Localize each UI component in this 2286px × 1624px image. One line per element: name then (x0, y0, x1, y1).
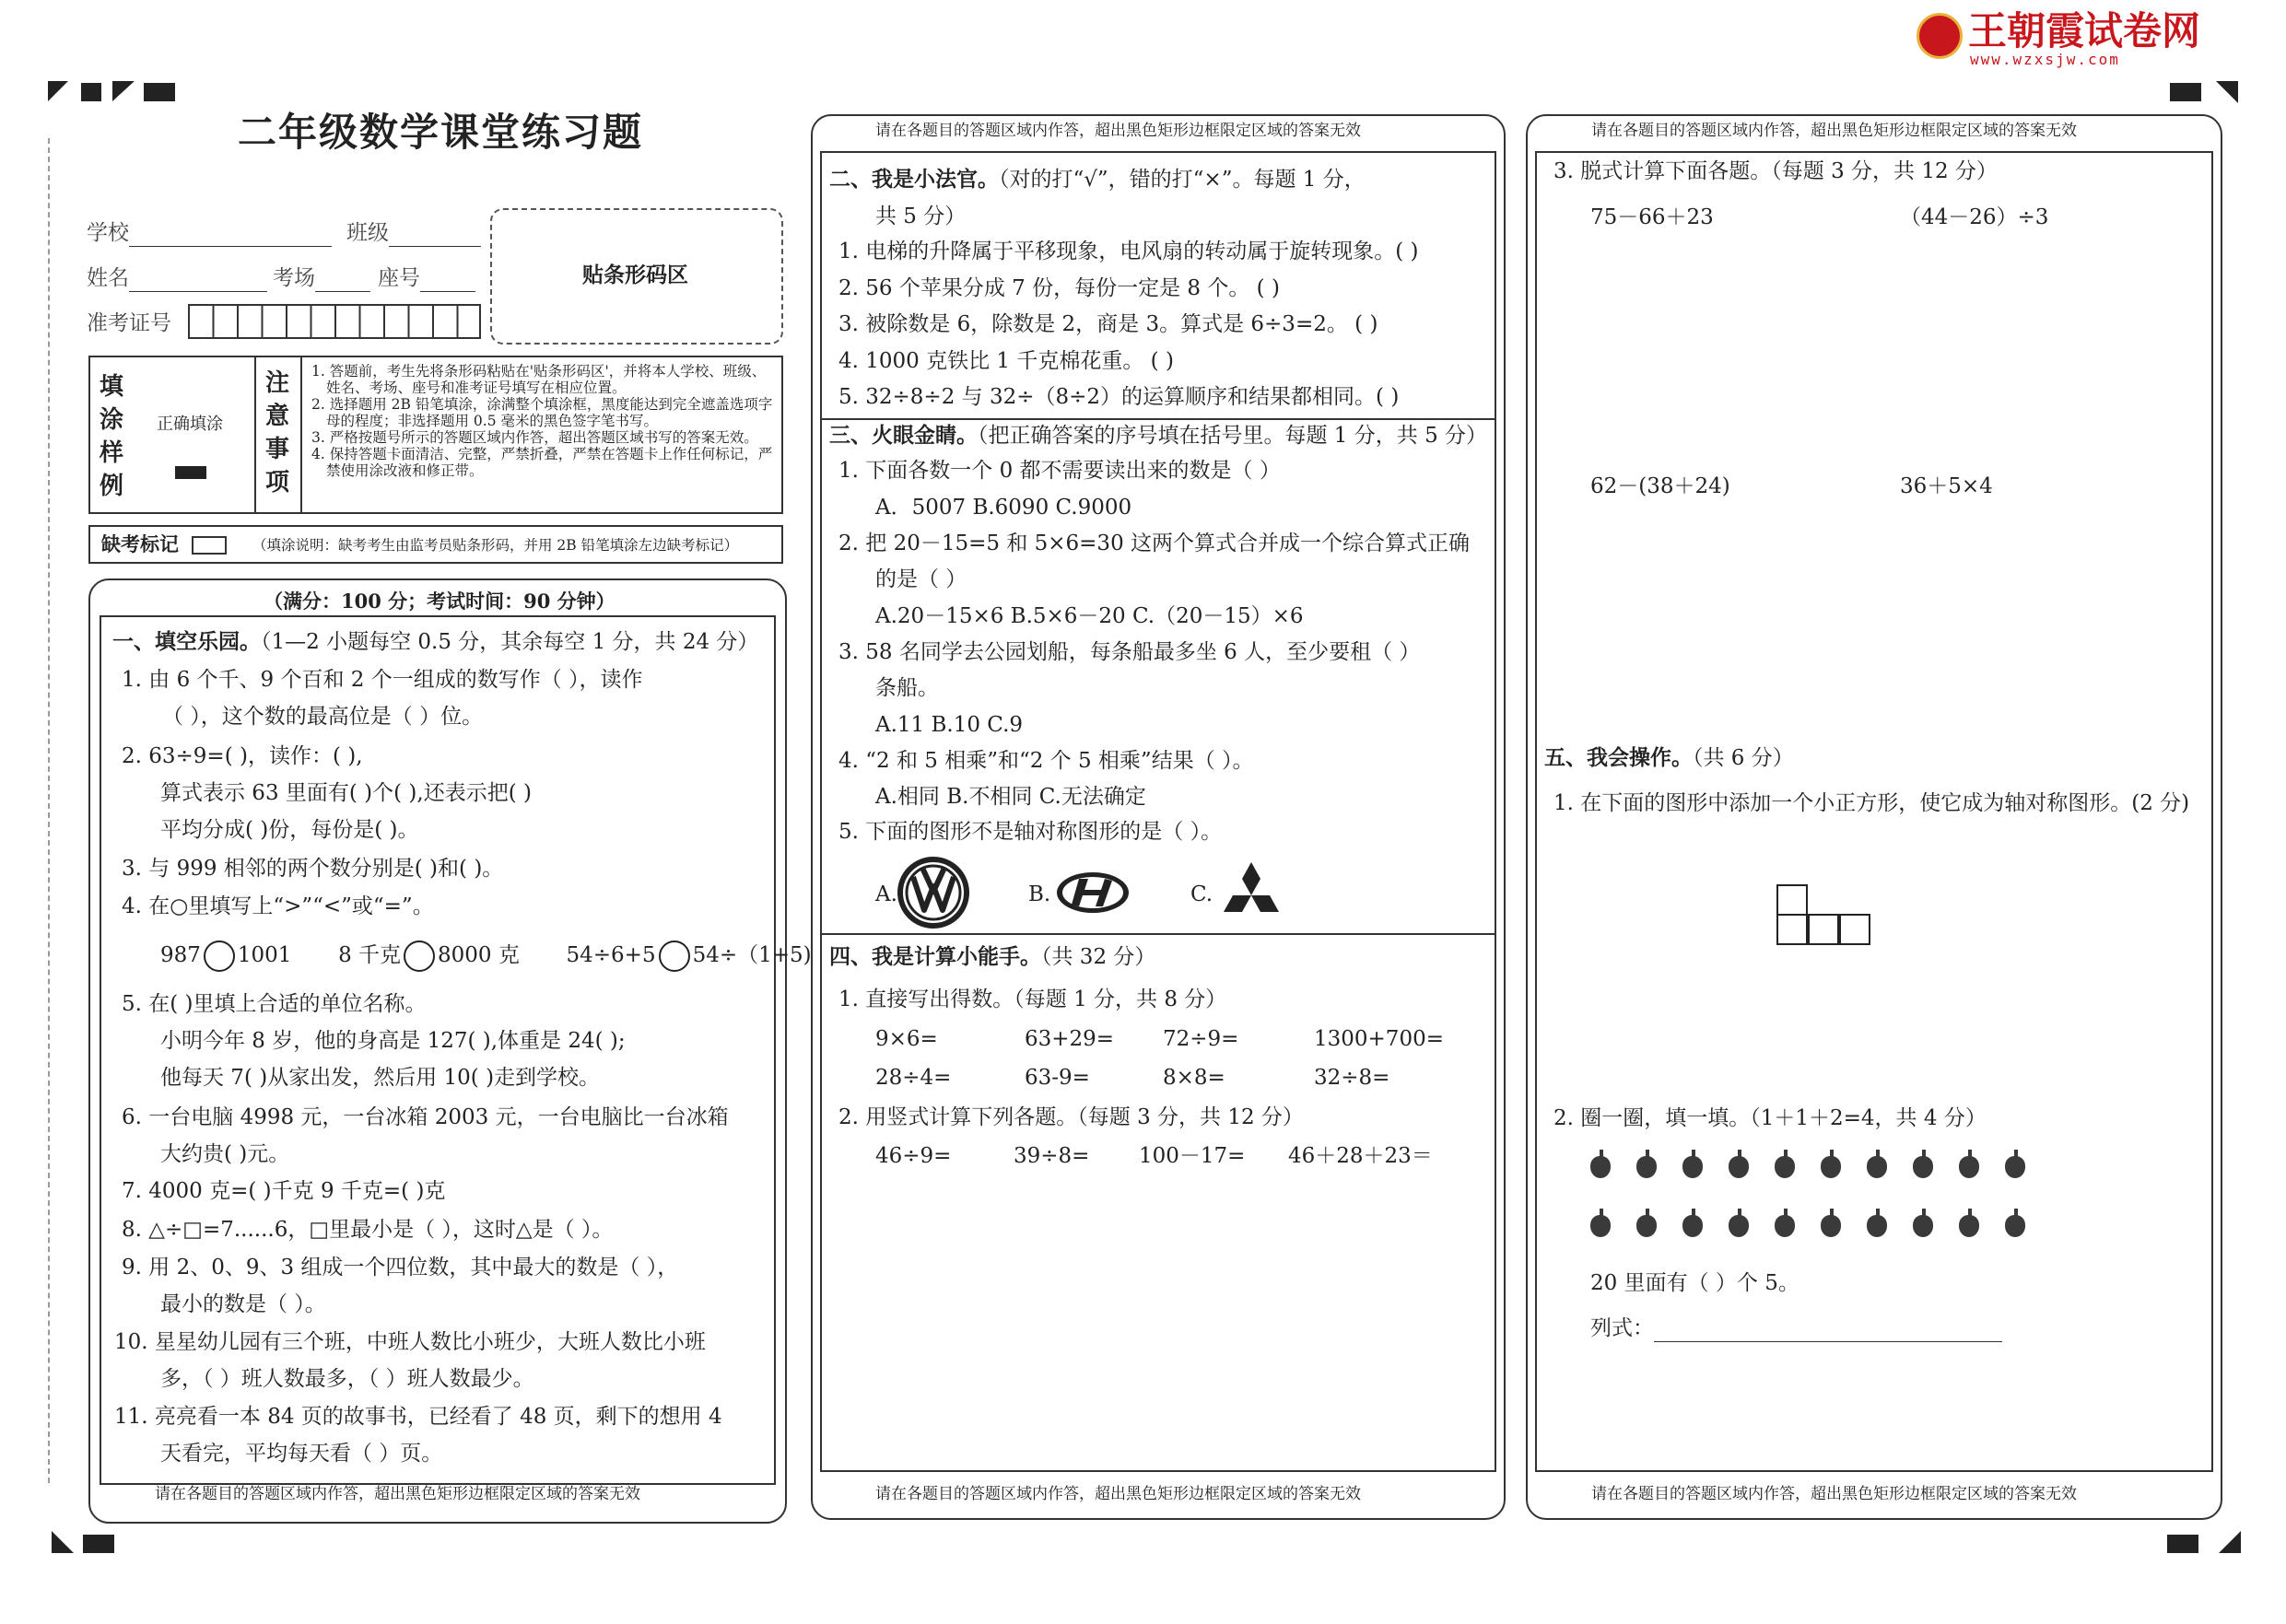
notes-list (311, 363, 778, 479)
calc-item: 9×6= (875, 1027, 938, 1051)
exam-id-label: 准考证号 (87, 311, 171, 335)
apple-icon (1729, 1156, 1749, 1178)
calc-item: 8×8= (1163, 1066, 1225, 1090)
apple-icon (2005, 1156, 2025, 1178)
apple-grid (1590, 1156, 2051, 1248)
apple-icon (1867, 1215, 1887, 1237)
section1-desc: （1—2 小题每空 0.5 分，其余每空 1 分，共 24 分） (261, 630, 759, 654)
s1-line: 多，（ ）班人数最多，（ ）班人数最少。 (160, 1367, 534, 1391)
section5-title: 五、我会操作。 (1544, 745, 1693, 770)
section4-heading (829, 943, 1155, 971)
section4-title: 四、我是计算小能手。 (829, 944, 1041, 969)
section4-desc: （共 32 分） (1041, 945, 1156, 969)
s1-line: 9. 用 2、0、9、3 组成一个四位数，其中最大的数是（ ）， (122, 1256, 679, 1279)
s3-line: 3. 58 名同学去公园划船，每条船最多坐 6 人，至少要租（ ） (838, 640, 1421, 664)
apple-icon (1775, 1215, 1795, 1237)
corner-marker-top-left (48, 81, 177, 103)
compare-circle[interactable] (659, 941, 690, 972)
calc-item: 32÷8= (1314, 1066, 1390, 1090)
barcode-label: 贴条形码区 (582, 263, 688, 287)
apple-icon (1867, 1156, 1887, 1178)
s3-line: 5. 下面的图形不是轴对称图形的是（ ）。 (838, 820, 1223, 844)
calc-item: 100－17= (1139, 1144, 1246, 1168)
s1-line: 2. 63÷9=( )，读作：( ), (122, 744, 363, 768)
expr-item: （44－26）÷3 (1900, 205, 2049, 229)
expr-item: 62－(38＋24) (1590, 474, 1730, 498)
expr-item: 36＋5×4 (1900, 474, 1993, 498)
s1-line: 平均分成( )份，每份是( )。 (160, 818, 419, 842)
section5-heading (1544, 744, 1794, 772)
fill-sample-title: 填涂样例 (100, 373, 124, 500)
s1-line: 3. 与 999 相邻的两个数分别是( )和( )。 (122, 857, 504, 881)
apple-icon (1913, 1215, 1933, 1237)
apple-icon (1682, 1215, 1703, 1237)
corner-marker-bottom-left (52, 1531, 125, 1555)
s1-line: 6. 一台电脑 4998 元，一台冰箱 2003 元，一台电脑比一台冰箱 (122, 1105, 729, 1129)
name-label: 姓名 (87, 266, 129, 290)
panel-notice: 请在各题目的答题区域内作答，超出黑色矩形边框限定区域的答案无效 (875, 122, 1361, 140)
room-label: 考场 (273, 266, 315, 290)
note-item: 4. 保持答题卡面清洁、完整，严禁折叠，严禁在答题卡上作任何标记，严禁使用涂改液和修正带。 (311, 446, 773, 479)
name-field[interactable] (129, 267, 267, 292)
compare-right: 54÷（1+5) (692, 943, 812, 967)
judge-item: 4. 1000 克铁比 1 千克棉花重。 ( ) (838, 349, 1174, 373)
s5-q2: 2. 圈一圈，填一填。（1＋1＋2=4，共 4 分） (1553, 1106, 1987, 1130)
formula-label: 列式： (1590, 1316, 1654, 1340)
judge-item: 2. 56 个苹果分成 7 份，每份一定是 8 个。 ( ) (838, 276, 1280, 300)
section2-title: 二、我是小法官。 (829, 167, 999, 192)
calc-item: 63-9= (1025, 1066, 1090, 1090)
section3-desc: （把正确答案的序号填在括号里。每题 1 分，共 5 分） (978, 424, 1488, 448)
note-item: 1. 答题前，考生先将条形码粘贴在'贴条形码区'，并将本人学校、班级、姓名、考场、座号和准考证号填写在相应位置。 (311, 363, 767, 396)
section1-heading (112, 628, 758, 656)
panel-notice: 请在各题目的答题区域内作答，超出黑色矩形边框限定区域的答案无效 (875, 1485, 1361, 1503)
apple-icon (1821, 1215, 1841, 1237)
school-label: 学校 (87, 221, 129, 245)
s1-line: 4. 在○里填写上“>”“<”或“=”。 (122, 894, 434, 918)
apple-icon (1913, 1156, 1933, 1178)
logo-option-c: C. (1190, 882, 1213, 906)
s1-line: 5. 在( )里填上合适的单位名称。 (122, 992, 427, 1016)
apple-icon (1636, 1156, 1657, 1178)
instructions-box (88, 356, 783, 514)
s3-line: 1. 下面各数一个 0 都不需要读出来的数是（ ） (838, 459, 1281, 483)
fill-correct-label: 正确填涂 (157, 415, 223, 434)
apple-icon (1636, 1215, 1657, 1237)
logo-option-b: B. (1028, 882, 1051, 906)
s3-options: A.相同 B.不相同 C.无法确定 (875, 785, 1146, 809)
panel-notice: 请在各题目的答题区域内作答，超出黑色矩形边框限定区域的答案无效 (1591, 1485, 2077, 1503)
barcode-area (490, 208, 783, 345)
note-item: 3. 严格按题号所示的答题区域内作答，超出答题区域书写的答案无效。 (311, 429, 758, 446)
apple-icon (1821, 1156, 1841, 1178)
compare-right: 1001 (237, 943, 292, 967)
score-line: （满分：100 分；考试时间：90 分钟） (264, 590, 615, 613)
judge-item: 1. 电梯的升降属于平移现象，电风扇的转动属于旋转现象。( ) (838, 240, 1419, 263)
calc-item: 1300+700= (1314, 1027, 1444, 1051)
s3-line: 的是（ ） (875, 567, 967, 591)
compare-left: 987 (160, 943, 201, 967)
panel-notice: 请在各题目的答题区域内作答，超出黑色矩形边框限定区域的答案无效 (1591, 122, 2077, 140)
s1-line: 最小的数是（ ）。 (160, 1292, 326, 1316)
hyundai-logo-icon (1054, 870, 1131, 916)
calc-item: 46÷9= (875, 1144, 952, 1168)
s1-line: 7. 4000 克=( )千克 9 千克=( )克 (122, 1179, 446, 1203)
absent-checkbox[interactable] (192, 536, 227, 555)
brand-seal-icon (1917, 13, 1963, 59)
vw-logo-icon (897, 857, 969, 929)
apple-icon (1775, 1156, 1795, 1178)
s5-fill: 20 里面有（ ）个 5。 (1590, 1271, 1799, 1295)
s1-line: 8. △÷□=7......6，□里最小是（ ），这时△是（ ）。 (122, 1218, 614, 1242)
s4-sub3: 3. 脱式计算下面各题。（每题 3 分，共 12 分） (1553, 159, 1998, 183)
s4-sub2: 2. 用竖式计算下列各题。（每题 3 分，共 12 分） (838, 1105, 1304, 1129)
s1-line: 1. 由 6 个千、9 个百和 2 个一组成的数写作（ ），读作 (122, 668, 643, 692)
section2-desc-cont: 共 5 分） (875, 204, 967, 228)
seat-field[interactable] (420, 267, 475, 292)
note-item: 2. 选择题用 2B 铅笔填涂，涂满整个填涂框，黑度能达到完全遮盖选项字母的程度；非选择题用 0.5 毫米的黑色签字笔书写。 (311, 396, 773, 429)
section2-heading (829, 166, 1366, 193)
compare-circle[interactable] (404, 941, 435, 972)
judge-item: 5. 32÷8÷2 与 32÷（8÷2）的运算顺序和结果都相同。( ) (838, 385, 1400, 409)
s3-line: 4. “2 和 5 相乘”和“2 个 5 相乘”结果（ ）。 (838, 749, 1254, 773)
brand-logo (1917, 9, 2211, 68)
calc-item: 39÷8= (1014, 1144, 1090, 1168)
s1-line: 天看完，平均每天看（ ）页。 (160, 1442, 443, 1466)
s3-line: 条船。 (875, 676, 939, 700)
section1-title: 一、填空乐园。 (112, 629, 261, 654)
compare-right: 8000 克 (438, 943, 520, 967)
mitsubishi-logo-icon (1216, 860, 1286, 929)
corner-marker-bottom-right (2167, 1531, 2246, 1555)
expr-item: 75－66＋23 (1590, 205, 1714, 229)
s1-line: 10. 星星幼儿园有三个班，中班人数比小班少，大班人数比小班 (114, 1330, 706, 1354)
brand-url: www.wzxsjw.com (1970, 51, 2120, 68)
judge-item: 3. 被除数是 6，除数是 2，商是 3。算式是 6÷3=2。 ( ) (838, 312, 1378, 336)
notes-title: 注意事项 (265, 369, 290, 497)
class-label: 班级 (346, 221, 389, 245)
s1-line: 他每天 7( )从家出发，然后用 10( )走到学校。 (160, 1066, 601, 1090)
s3-options: A.11 B.10 C.9 (875, 713, 1024, 737)
apple-icon (1959, 1156, 1979, 1178)
absent-label: 缺考标记 (101, 532, 179, 555)
compare-circle[interactable] (204, 941, 235, 972)
s5-q1: 1. 在下面的图形中添加一个小正方形，使它成为轴对称图形。(2 分) (1553, 791, 2190, 815)
apple-icon (1959, 1215, 1979, 1237)
fold-line (48, 138, 50, 1483)
s1-line: 小明今年 8 岁，他的身高是 127( ),体重是 24( ); (160, 1029, 626, 1053)
compare-row (160, 941, 812, 972)
corner-marker-top-right (2170, 81, 2244, 105)
s3-options: A.20－15×6 B.5×6－20 C.（20－15）×6 (875, 604, 1304, 628)
s3-options: A．5007 B.6090 C.9000 (875, 496, 1132, 520)
school-field[interactable] (129, 222, 332, 247)
section3-heading (829, 422, 1487, 450)
page-title: 二年级数学课堂练习题 (238, 110, 644, 155)
absent-note: （填涂说明：缺考考生由监考员贴条形码，并用 2B 铅笔填涂左边缺考标记） (252, 537, 739, 554)
calc-item: 46＋28＋23＝ (1288, 1144, 1433, 1168)
section3-title: 三、火眼金睛。 (829, 423, 978, 448)
calc-item: 72÷9= (1163, 1027, 1239, 1051)
seat-label: 座号 (378, 266, 420, 290)
calc-item: 63+29= (1025, 1027, 1115, 1051)
logo-option-a: A. (875, 882, 897, 906)
fill-sample-mark (175, 466, 206, 479)
s1-line: 大约贵( )元。 (160, 1142, 290, 1166)
s4-sub1: 1. 直接写出得数。（每题 1 分，共 8 分） (838, 987, 1227, 1011)
absent-box (88, 525, 783, 564)
formula-field[interactable] (1654, 1317, 2002, 1342)
s1-line: 算式表示 63 里面有( )个( ),还表示把( ) (160, 781, 532, 805)
class-field[interactable] (389, 222, 481, 247)
calc-item: 28÷4= (875, 1066, 952, 1090)
apple-icon (1590, 1156, 1611, 1178)
s3-line: 2. 把 20－15=5 和 5×6=30 这两个算式合并成一个综合算式正确 (838, 532, 1471, 555)
square-figure[interactable] (1776, 884, 1878, 952)
exam-id-boxes[interactable] (188, 304, 481, 339)
formula-row (1590, 1314, 2002, 1342)
section5-desc: （共 6 分） (1693, 746, 1794, 770)
apple-icon (1590, 1215, 1611, 1237)
apple-icon (1682, 1156, 1703, 1178)
brand-name: 王朝霞试卷网 (1968, 8, 2201, 53)
compare-left: 8 千克 (338, 943, 402, 967)
panel-notice: 请在各题目的答题区域内作答，超出黑色矩形边框限定区域的答案无效 (155, 1485, 640, 1503)
s1-line: （ ），这个数的最高位是（ ）位。 (162, 705, 484, 729)
section2-desc: （对的打“√”，错的打“×”。每题 1 分， (999, 168, 1366, 192)
apple-icon (2005, 1215, 2025, 1237)
room-field[interactable] (315, 267, 370, 292)
s1-line: 11. 亮亮看一本 84 页的故事书，已经看了 48 页，剩下的想用 4 (114, 1405, 722, 1429)
compare-left: 54÷6+5 (566, 943, 656, 967)
apple-icon (1729, 1215, 1749, 1237)
